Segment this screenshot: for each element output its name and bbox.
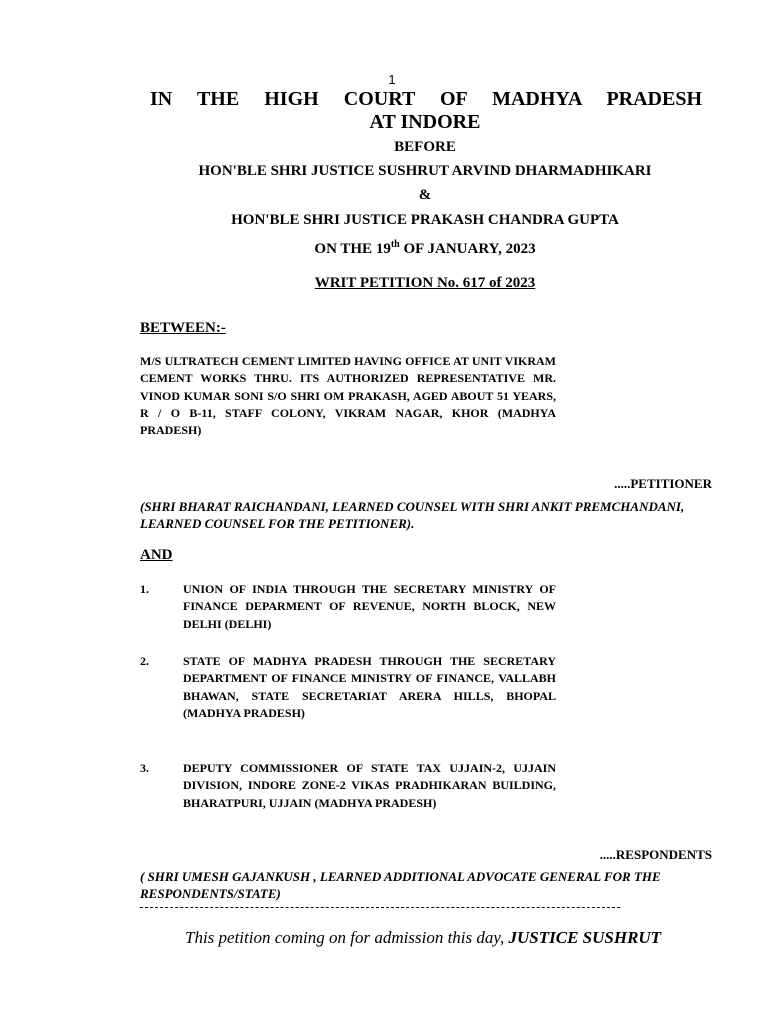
and-heading: AND [140,547,173,563]
court-title-line1 [150,88,702,111]
hearing-date [140,239,710,258]
between-heading: BETWEEN:- [140,320,226,336]
court-word: IN [150,88,173,110]
ampersand: & [418,187,432,203]
respondent-number: 3. [140,761,149,775]
court-title-line2: AT INDORE [369,111,481,133]
court-word: MADHYA [492,88,582,110]
respondent-number: 2. [140,654,149,668]
petitioner-counsel: (SHRI BHARAT RAICHANDANI, LEARNED COUNSEL WITH SHRI ANKIT PREMCHANDANI, LEARNED COUNSEL FOR THE PETITIONER). [140,499,685,531]
respondent-number: 1. [140,582,149,596]
opening-bold: JUSTICE SUSHRUT [508,928,662,947]
order-opening [185,928,715,948]
petitioner-details: M/S ULTRATECH CEMENT LIMITED HAVING OFFICE AT UNIT VIKRAM CEMENT WORKS THRU. ITS AUTHORIZED REPRESENTATIVE MR. VINOD KUMAR SONI S/O SHRI OM PRAKASH, AGED ABOUT 51 YEARS, R / O B-11, STAFF COLONY, VIKRAM NAGAR, KHOR (MADHYA PRADESH) [140,354,556,438]
respondent-text: STATE OF MADHYA PRADESH THROUGH THE SECRETARY DEPARTMENT OF FINANCE MINISTRY OF FINANCE, VALLABH BHAWAN, STATE SECRETARIAT ARERA HILLS, BHOPAL (MADHYA PRADESH) [183,654,556,720]
respondent-2 [140,653,556,722]
respondent-text: UNION OF INDIA THROUGH THE SECRETARY MINISTRY OF FINANCE DEPARMENT OF REVENUE, NORTH BLOCK, NEW DELHI (DELHI) [183,582,556,631]
petitioner-label: .....PETITIONER [614,476,712,491]
respondents-label: .....RESPONDENTS [599,847,712,862]
respondent-text: DEPUTY COMMISSIONER OF STATE TAX UJJAIN-2, UJJAIN DIVISION, INDORE ZONE-2 VIKAS PRADHIKARAN BUILDING, BHARATPURI, UJJAIN (MADHYA PRADESH) [183,761,556,810]
page-number: 1 [388,72,396,87]
respondent-3 [140,760,556,812]
opening-text: This petition coming on for admission this day, [185,928,509,947]
court-word: PRADESH [606,88,703,110]
court-word: OF [440,88,468,110]
court-word: THE [196,88,240,110]
date-prefix: ON THE 19 [314,241,391,257]
court-word: HIGH [264,88,319,110]
before-heading: BEFORE [394,139,456,155]
respondent-1 [140,581,556,633]
writ-petition-number: WRIT PETITION No. 617 of 2023 [314,275,536,291]
judge-name-1: HON'BLE SHRI JUSTICE SUSHRUT ARVIND DHARMADHIKARI [198,163,652,179]
court-word: COURT [343,88,415,110]
judge-name-2: HON'BLE SHRI JUSTICE PRAKASH CHANDRA GUPTA [231,212,619,228]
date-suffix: OF JANUARY, 2023 [399,241,536,257]
date-ordinal: th [390,239,400,250]
respondents-counsel: ( SHRI UMESH GAJANKUSH , LEARNED ADDITIONAL ADVOCATE GENERAL FOR THE RESPONDENTS/STATE) [140,869,661,901]
separator-line [140,907,620,908]
